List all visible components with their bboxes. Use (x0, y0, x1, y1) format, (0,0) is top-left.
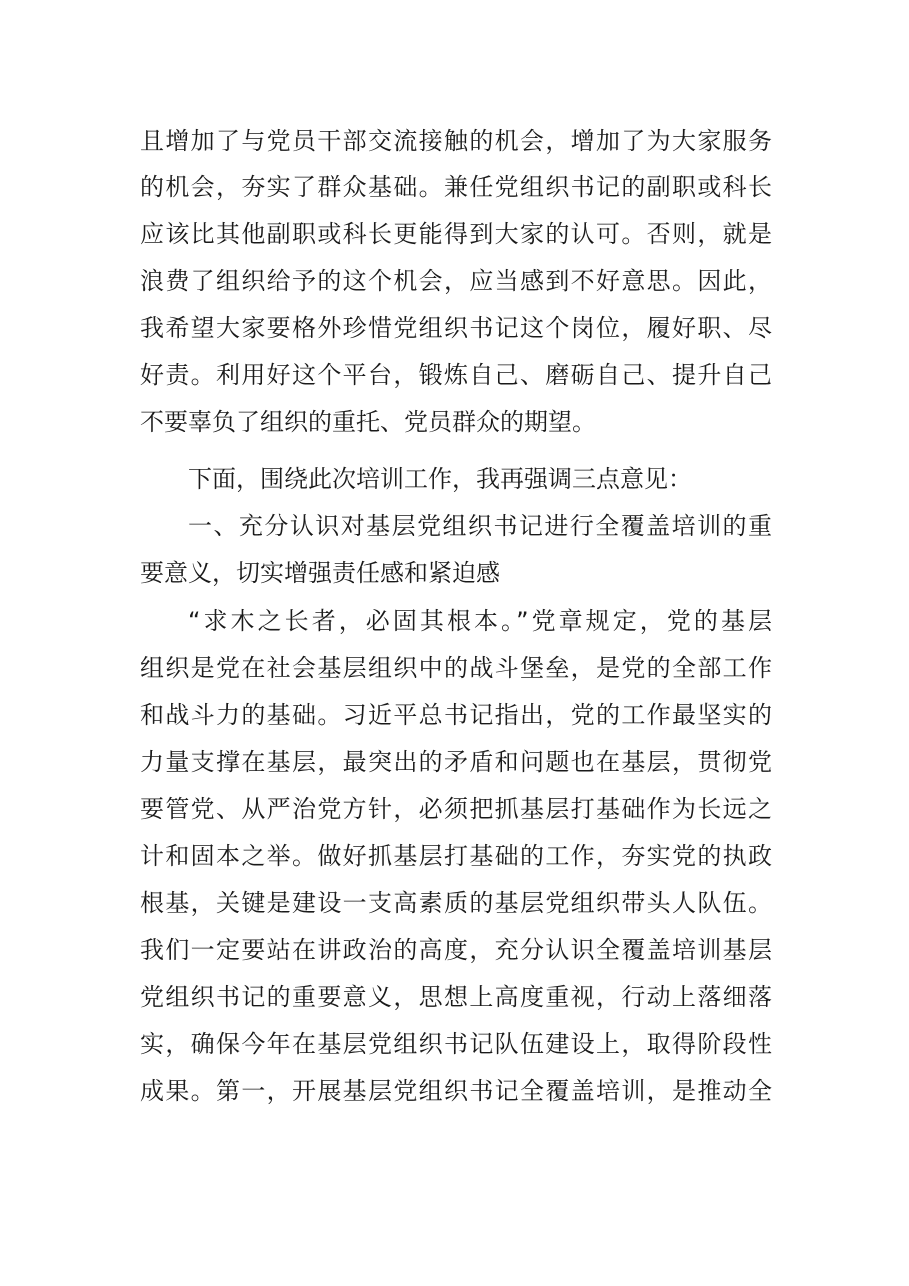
text-line: “求木之长者，必固其根本。”党章规定，党的基层 (188, 607, 772, 635)
text-line: 要管党、从严治党方针，必须把抓基层打基础作为长远之 (140, 795, 772, 823)
text-line: 根基，关键是建设一支高素质的基层党组织带头人队伍。 (140, 889, 772, 917)
text-line: 且增加了与党员干部交流接触的机会，增加了为大家服务 (140, 127, 772, 155)
text-line: 党组织书记的重要意义，思想上高度重视，行动上落细落 (140, 983, 772, 1011)
text-line: 我希望大家要格外珍惜党组织书记这个岗位，履好职、尽 (140, 314, 772, 342)
text-line: 浪费了组织给予的这个机会，应当感到不好意思。因此， (140, 267, 772, 295)
text-line: 力量支撑在基层，最突出的矛盾和问题也在基层，贯彻党 (140, 748, 772, 776)
text-line: 计和固本之举。做好抓基层打基础的工作，夯实党的执政 (140, 842, 772, 870)
section-heading-line: 一、充分认识对基层党组织书记进行全覆盖培训的重 (188, 512, 772, 540)
text-line: 组织是党在社会基层组织中的战斗堡垒，是党的全部工作 (140, 654, 772, 682)
text-line: 我们一定要站在讲政治的高度，充分认识全覆盖培训基层 (140, 936, 772, 964)
text-line: 下面，围绕此次培训工作，我再强调三点意见： (188, 465, 692, 493)
text-line: 和战斗力的基础。习近平总书记指出，党的工作最坚实的 (140, 701, 772, 729)
text-line: 应该比其他副职或科长更能得到大家的认可。否则，就是 (140, 220, 772, 248)
text-line: 的机会，夯实了群众基础。兼任党组织书记的副职或科长 (140, 173, 772, 201)
text-line: 好责。利用好这个平台，锻炼自己、磨砺自己、提升自己 (140, 361, 772, 389)
section-heading-line: 要意义，切实增强责任感和紧迫感 (140, 559, 500, 587)
text-line: 不要辜负了组织的重托、党员群众的期望。 (140, 408, 596, 436)
text-line: 实，确保今年在基层党组织书记队伍建设上，取得阶段性 (140, 1030, 772, 1058)
text-line: 成果。第一，开展基层党组织书记全覆盖培训，是推动全 (140, 1077, 772, 1105)
